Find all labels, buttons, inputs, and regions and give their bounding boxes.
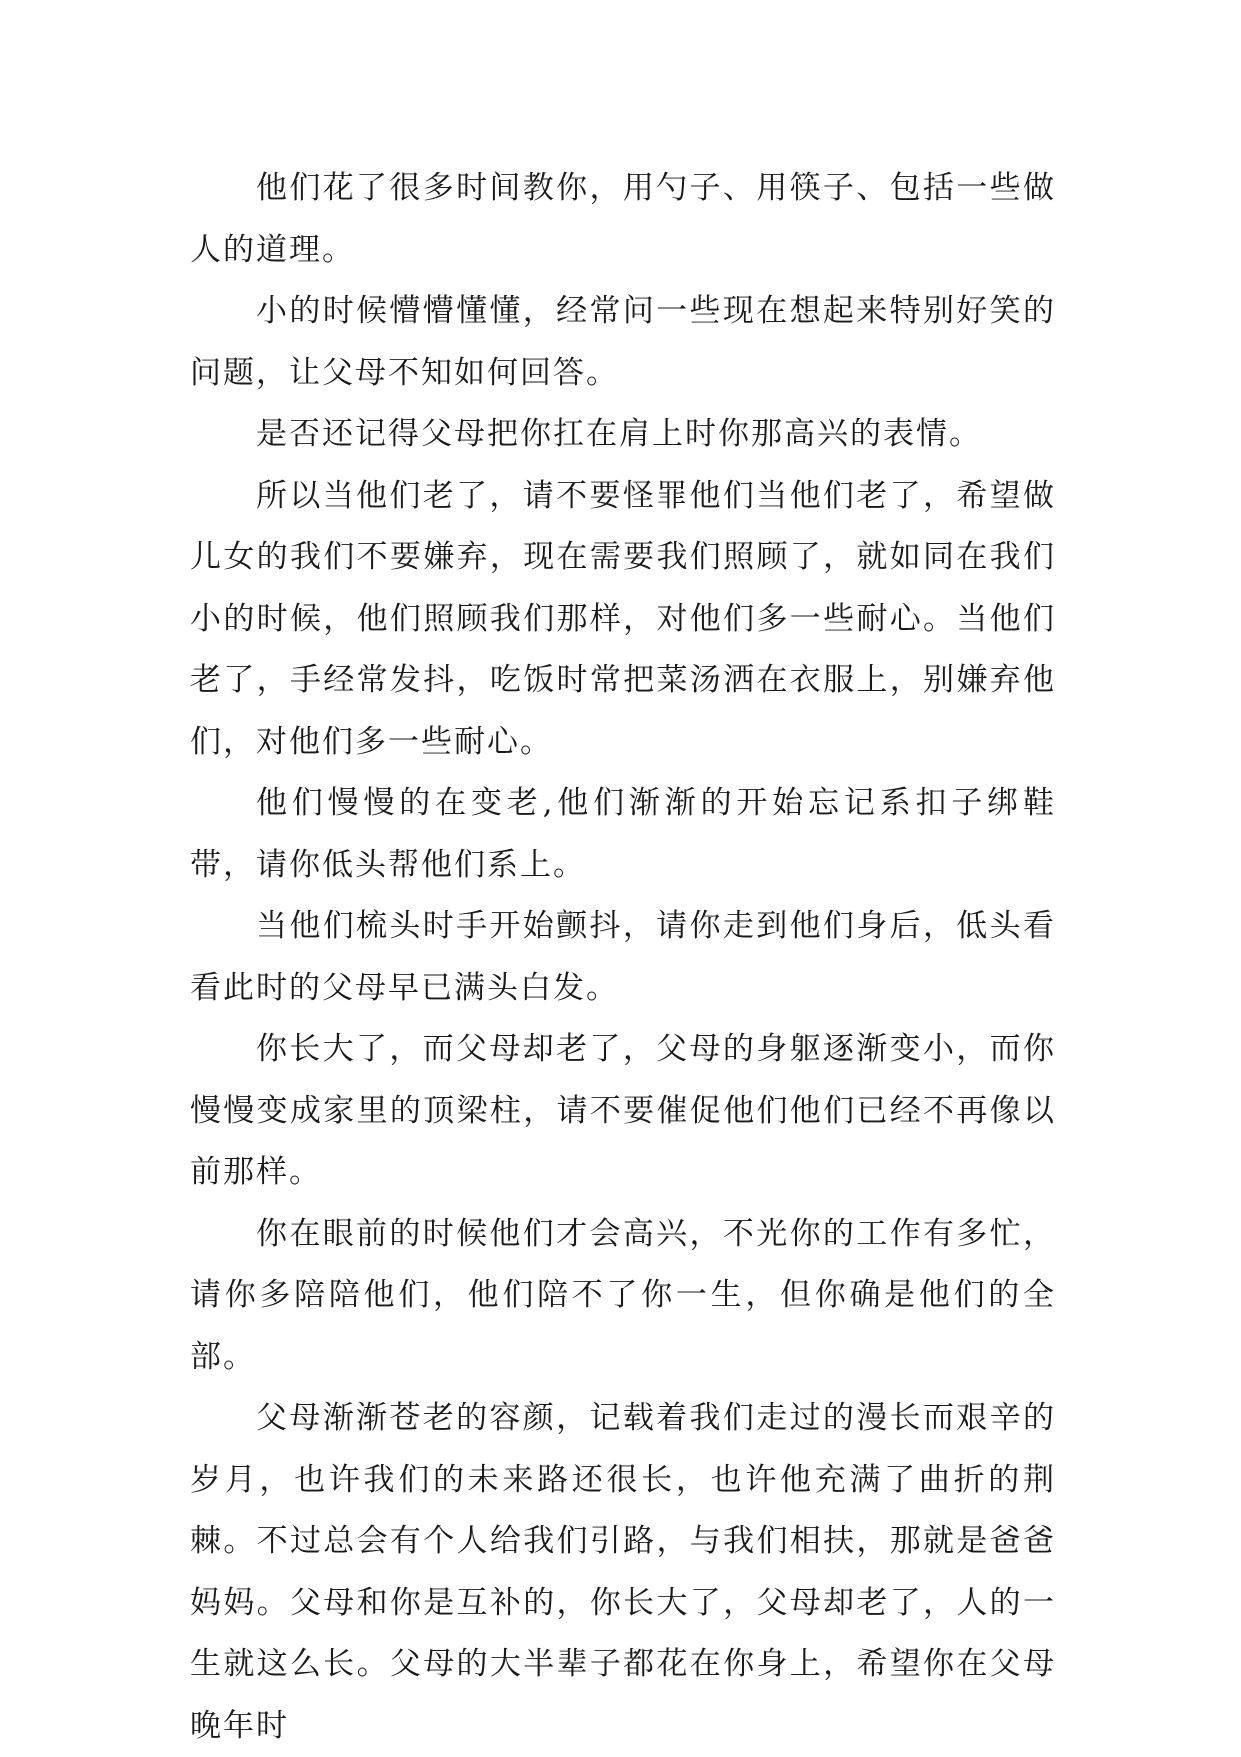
paragraph: 你在眼前的时候他们才会高兴，不光你的工作有多忙，请你多陪陪他们，他们陪不了你一生，但你确是他们的全部。 (190, 1215, 1056, 1375)
document-body (190, 158, 1056, 1757)
paragraph: 是否还记得父母把你扛在肩上时你那高兴的表情。 (256, 416, 982, 452)
paragraph: 小的时候懵懵懂懂，经常问一些现在想起来特别好笑的问题，让父母不知如何回答。 (190, 293, 1056, 391)
paragraph: 他们花了很多时间教你，用勺子、用筷子、包括一些做人的道理。 (190, 170, 1056, 268)
paragraph: 父母渐渐苍老的容颜，记载着我们走过的漫长而艰辛的岁月，也许我们的未来路还很长，也许他充满了曲折的荆棘。不过总会有个人给我们引路，与我们相扶，那就是爸爸妈妈。父母和你是互补的，你长大了，父母却老了，人的一生就这么长。父母的大半辈子都花在你身上，希望你在父母晚年时 (190, 1400, 1056, 1744)
paragraph: 你长大了，而父母却老了，父母的身躯逐渐变小，而你慢慢变成家里的顶梁柱，请不要催促他们他们已经不再像以前那样。 (190, 1031, 1056, 1190)
paragraph: 当他们梳头时手开始颤抖，请你走到他们身后，低头看看此时的父母早已满头白发。 (190, 908, 1056, 1006)
paragraph: 所以当他们老了，请不要怪罪他们当他们老了，希望做儿女的我们不要嫌弃，现在需要我们照顾了，就如同在我们小的时候，他们照顾我们那样，对他们多一些耐心。当他们老了，手经常发抖，吃饭时常把菜汤洒在衣服上，别嫌弃他们，对他们多一些耐心。 (190, 477, 1056, 760)
paragraph: 他们慢慢的在变老,他们渐渐的开始忘记系扣子绑鞋带，请你低头帮他们系上。 (190, 785, 1056, 883)
